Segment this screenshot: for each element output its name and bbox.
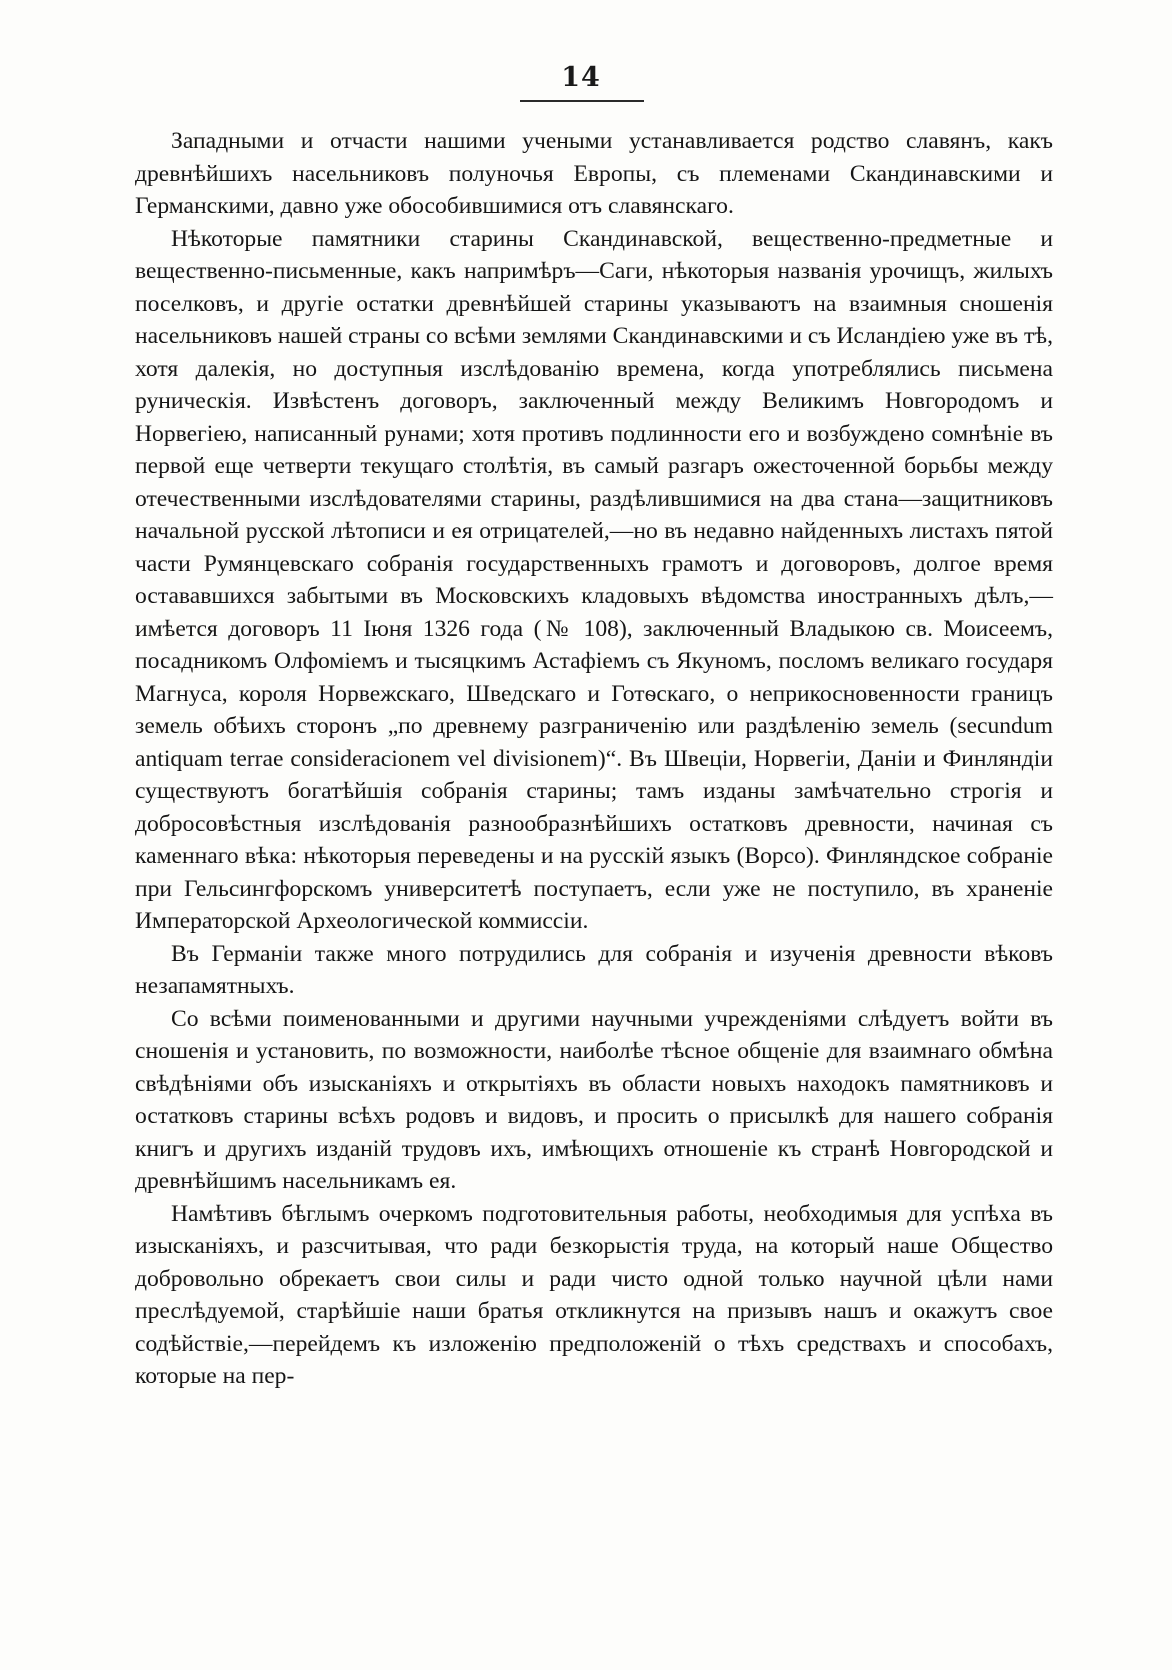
paragraph-5: Намѣтивъ бѣглымъ очеркомъ подготовительныя работы, необходимыя для успѣха въ изысканіяхъ, и разсчитывая, что ради безкорыстія труда, на который наше Общество добровольно обрекаетъ свои силы и ради чисто одной только научной цѣли нами преслѣдуемой, старѣйшіе наши братья откликнутся на призывъ нашъ и окажутъ свое содѣйствіе,—перейдемъ къ изложенію предположеній о тѣхъ средствахъ и способахъ, которые на пер-: [135, 1200, 1053, 1389]
paragraph-2: Нѣкоторые памятники старины Скандинавской, вещественно-предметные и вещественно-письменные, какъ напримѣръ—Саги, нѣкоторыя названія урочищъ, жилыхъ поселковъ, и другіе остатки древнѣйшей старины указываютъ на взаимныя сношенія насельниковъ нашей страны со всѣми землями Скандинавскими и съ Исландіею уже въ тѣ, хотя далекія, но доступныя изслѣдованію времена, когда употреблялись письмена руническія. Извѣстенъ договоръ, заключенный между Великимъ Новгородомъ и Норвегіею, написанный рунами; хотя противъ подлинности его и возбуждено сомнѣніе въ первой еще четверти текущаго столѣтія, въ самый разгаръ ожесточенной борьбы между отечественными изслѣдователями старины, раздѣлившимися на два стана—защитниковъ начальной русской лѣтописи и ея отрицателей,—но въ недавно найденныхъ листахъ пятой части Румянцевскаго собранія государственныхъ грамотъ и договоровъ, долгое время остававшихся забытыми въ Московскихъ кладовыхъ вѣдомства иностранныхъ дѣлъ,—имѣется договоръ 11 Іюня 1326 года (№ 108), заключенный Владыкою св. Моисеемъ, посадникомъ Олфоміемъ и тысяцкимъ Астафіемъ съ Якуномъ, посломъ великаго государя Магнуса, короля Норвежскаго, Шведскаго и Готѳскаго, о неприкосновенности границъ земель обѣихъ сторонъ „по древнему разграниченію или раздѣленію земель (secundum antiquam terrae consideracionem vel divisionem)“. Въ Швеціи, Норвегіи, Даніи и Финляндіи существуютъ богатѣйшія собранія старины; тамъ изданы замѣчательно строгія и добросовѣстныя изслѣдованія разнообразнѣйшихъ остатковъ древности, начиная съ каменнаго вѣка: нѣкоторыя переведены и на русскій языкъ (Ворсо). Финляндское собраніе при Гельсингфорскомъ университетѣ поступаетъ, если уже не поступило, въ храненіе Императорской Археологической коммиссіи.: [135, 225, 1053, 934]
paragraph-3: Въ Германіи также много потрудились для собранія и изученія древности вѣковъ незапамятныхъ.: [135, 940, 1053, 999]
page-number-rule: [520, 100, 644, 102]
paragraph-1: Западными и отчасти нашими учеными устанавливается родство славянъ, какъ древнѣйшихъ насельниковъ полуночья Европы, съ племенами Скандинавскими и Германскими, давно уже обособившимися отъ славянскаго.: [135, 128, 1053, 219]
paragraph-4: Со всѣми поименованными и другими научными учрежденіями слѣдуетъ войти въ сношенія и установить, по возможности, наиболѣе тѣсное общеніе для взаимнаго обмѣна свѣдѣніями объ изысканіяхъ и открытіяхъ въ области новыхъ находокъ памятниковъ и остатковъ старины всѣхъ родовъ и видовъ, и просить о присылкѣ для нашего собранія книгъ и другихъ изданій трудовъ ихъ, имѣющихъ отношеніе къ странѣ Новгородской и древнѣйшимъ насельникамъ ея.: [135, 1005, 1053, 1194]
page-number: 14: [561, 62, 601, 93]
body-text: [135, 125, 1053, 1393]
